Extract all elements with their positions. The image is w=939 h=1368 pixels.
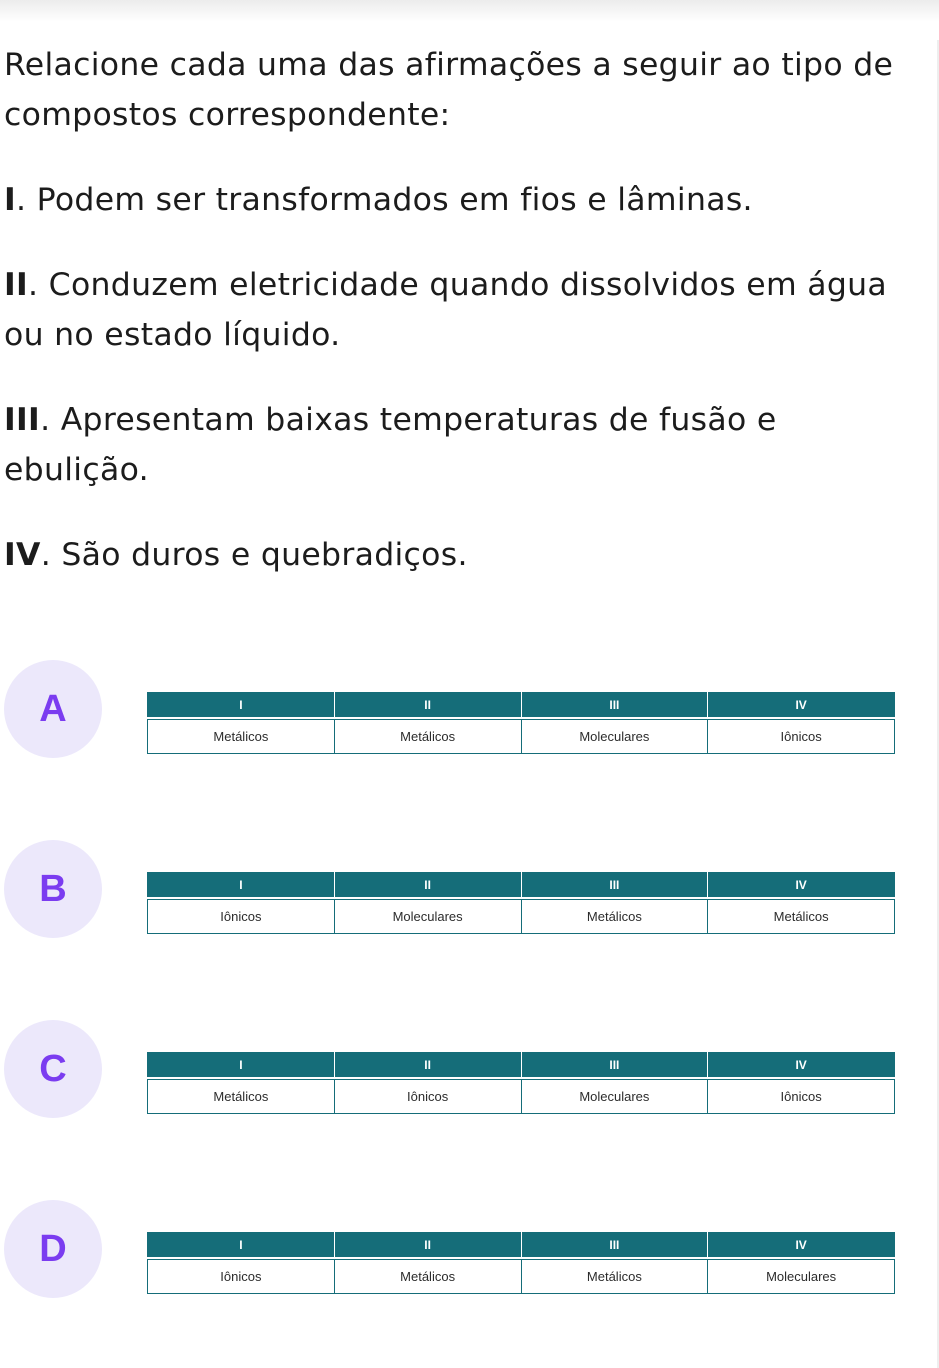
statement-text: . Conduzem eletricidade quando dissolvidos em água ou no estado líquido. bbox=[4, 267, 888, 353]
column-header: I bbox=[148, 1052, 335, 1077]
statement-number: II bbox=[4, 267, 29, 303]
option-letter: B bbox=[39, 867, 67, 910]
answer-option-a[interactable] bbox=[4, 660, 896, 760]
table-cell: Moleculares bbox=[521, 1080, 708, 1114]
statement-number: I bbox=[4, 182, 17, 218]
table-cell: Iônicos bbox=[148, 1260, 335, 1294]
option-letter-badge[interactable] bbox=[4, 660, 102, 758]
table-header-row bbox=[148, 872, 895, 897]
statement-text: . Podem ser transformados em fios e lâminas. bbox=[16, 182, 753, 218]
statement-3 bbox=[4, 395, 924, 495]
option-table bbox=[147, 692, 895, 754]
option-table bbox=[147, 1052, 895, 1114]
statement-1 bbox=[4, 175, 924, 225]
table-row bbox=[148, 720, 895, 754]
column-header: I bbox=[148, 692, 335, 717]
statement-number: IV bbox=[4, 537, 41, 573]
column-header: IV bbox=[708, 1052, 895, 1077]
column-header: IV bbox=[708, 872, 895, 897]
table-row bbox=[148, 900, 895, 934]
column-header: III bbox=[521, 1232, 708, 1257]
answer-option-c[interactable] bbox=[4, 1020, 896, 1120]
column-header: I bbox=[148, 872, 335, 897]
table-header-row bbox=[148, 692, 895, 717]
table-header-row bbox=[148, 1232, 895, 1257]
table-cell: Iônicos bbox=[708, 1080, 895, 1114]
statement-4 bbox=[4, 530, 924, 580]
column-header: IV bbox=[708, 1232, 895, 1257]
table-row bbox=[148, 1080, 895, 1114]
column-header: II bbox=[334, 1052, 521, 1077]
answer-option-d[interactable] bbox=[4, 1200, 896, 1300]
statement-2 bbox=[4, 260, 924, 360]
column-header: III bbox=[521, 872, 708, 897]
table-cell: Metálicos bbox=[708, 900, 895, 934]
option-letter-badge[interactable] bbox=[4, 1200, 102, 1298]
table-cell: Moleculares bbox=[334, 900, 521, 934]
column-header: II bbox=[334, 692, 521, 717]
option-table bbox=[147, 1232, 895, 1294]
option-letter-badge[interactable] bbox=[4, 1020, 102, 1118]
table-cell: Moleculares bbox=[708, 1260, 895, 1294]
option-table bbox=[147, 872, 895, 934]
option-letter: C bbox=[39, 1047, 67, 1090]
table-cell: Metálicos bbox=[521, 900, 708, 934]
column-header: III bbox=[521, 1052, 708, 1077]
question-block bbox=[4, 40, 924, 580]
column-header: I bbox=[148, 1232, 335, 1257]
table-cell: Moleculares bbox=[521, 720, 708, 754]
statement-text: . Apresentam baixas temperaturas de fusão e ebulição. bbox=[4, 402, 777, 488]
option-letter-badge[interactable] bbox=[4, 840, 102, 938]
table-row bbox=[148, 1260, 895, 1294]
column-header: III bbox=[521, 692, 708, 717]
column-header: II bbox=[334, 1232, 521, 1257]
top-shadow bbox=[0, 0, 939, 22]
option-letter: D bbox=[39, 1227, 67, 1270]
table-cell: Iônicos bbox=[334, 1080, 521, 1114]
option-letter: A bbox=[39, 687, 67, 730]
table-cell: Iônicos bbox=[708, 720, 895, 754]
column-header: II bbox=[334, 872, 521, 897]
column-header: IV bbox=[708, 692, 895, 717]
table-cell: Metálicos bbox=[334, 1260, 521, 1294]
table-header-row bbox=[148, 1052, 895, 1077]
statement-text: . São duros e quebradiços. bbox=[40, 537, 468, 573]
table-cell: Metálicos bbox=[148, 720, 335, 754]
table-cell: Metálicos bbox=[521, 1260, 708, 1294]
table-cell: Metálicos bbox=[334, 720, 521, 754]
table-cell: Iônicos bbox=[148, 900, 335, 934]
statement-number: III bbox=[4, 402, 41, 438]
question-prompt: Relacione cada uma das afirmações a seguir ao tipo de compostos correspondente: bbox=[4, 47, 894, 133]
table-cell: Metálicos bbox=[148, 1080, 335, 1114]
answer-option-b[interactable] bbox=[4, 840, 896, 940]
